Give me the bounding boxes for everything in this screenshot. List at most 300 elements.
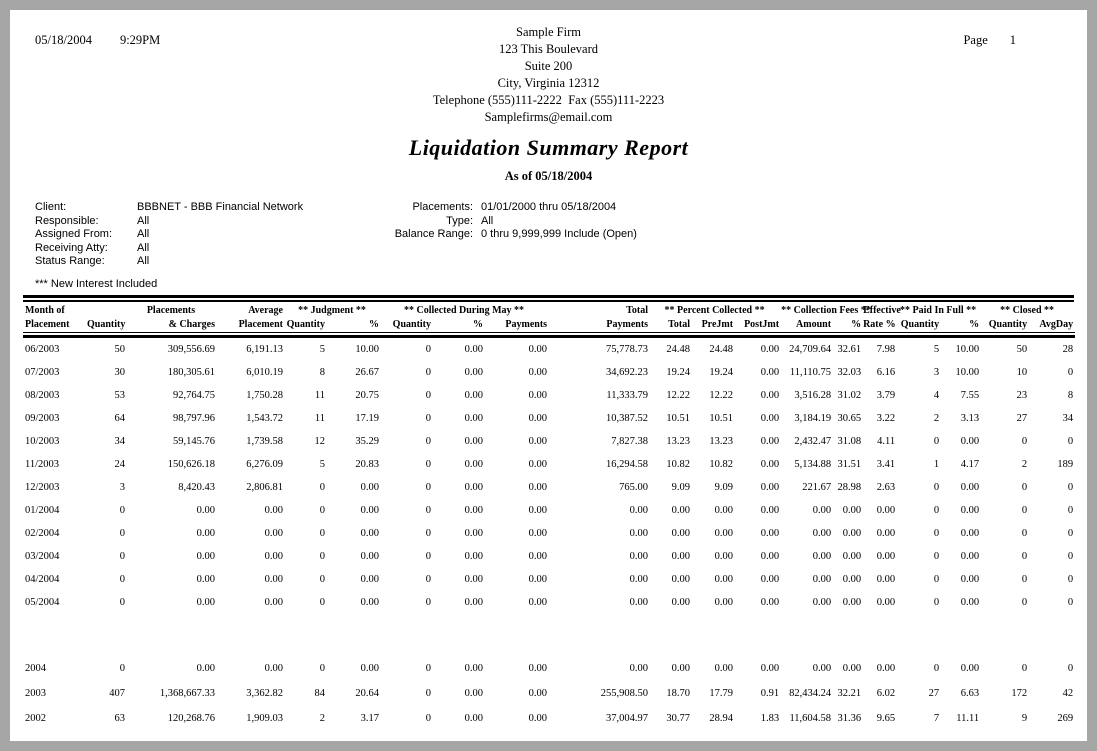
value-cell: 0.00 [960, 527, 980, 539]
month-row [23, 568, 1075, 591]
report-page [10, 10, 1087, 741]
value-cell: 0.00 [464, 389, 484, 401]
column-header: & Charges [168, 319, 215, 330]
value-cell: 0.00 [760, 412, 780, 424]
value-cell: 0.00 [196, 573, 215, 585]
value-cell: 0.00 [629, 550, 649, 562]
column-group-header: Effective [863, 305, 901, 316]
value-cell: 0.91 [760, 687, 780, 699]
value-cell: 63 [114, 712, 125, 724]
value-cell: 0 [119, 596, 125, 608]
column-header: % [969, 319, 980, 330]
firm-name: Sample Firm [516, 25, 581, 39]
criteria-row-balance-range [383, 228, 863, 242]
value-cell: 50 [114, 343, 125, 355]
value-cell: 0 [1021, 662, 1028, 674]
value-cell: 0.00 [842, 596, 862, 608]
value-cell: 16,294.58 [606, 458, 649, 470]
value-cell: 0 [1067, 481, 1074, 493]
column-header: Quantity [286, 319, 325, 330]
firm-fax: Fax (555)111-2223 [568, 93, 665, 107]
firm-phone-fax [263, 92, 834, 109]
value-cell: 407 [109, 687, 125, 699]
value-cell: 255,908.50 [600, 687, 649, 699]
value-cell: 9.65 [876, 712, 896, 724]
row-label-cell: 2004 [25, 662, 46, 674]
value-cell: 0.00 [528, 481, 548, 493]
value-cell: 0 [425, 687, 432, 699]
print-time: 9:29PM [119, 33, 161, 47]
value-cell: 0 [425, 389, 432, 401]
value-cell: 4 [933, 389, 940, 401]
criteria-value: All [137, 255, 150, 267]
column-header: PreJmt [701, 319, 734, 330]
value-cell: 3,184.19 [794, 412, 832, 424]
value-cell: 5 [319, 458, 325, 470]
row-label-cell: 06/2003 [25, 343, 60, 355]
value-cell: 309,556.69 [167, 343, 215, 355]
value-cell: 0.00 [264, 504, 283, 516]
value-cell: 20.83 [355, 458, 380, 470]
month-row [23, 476, 1075, 499]
value-cell: 30 [114, 366, 125, 378]
value-cell: 34 [114, 435, 125, 447]
firm-email: Samplefirms@email.com [484, 110, 613, 124]
value-cell: 9.09 [671, 481, 691, 493]
value-cell: 75,778.73 [606, 343, 649, 355]
value-cell: 24 [114, 458, 125, 470]
value-cell: 0.00 [196, 527, 215, 539]
value-cell: 0.00 [196, 662, 215, 674]
value-cell: 0.00 [528, 366, 548, 378]
month-row [23, 591, 1075, 614]
value-cell: 0.00 [960, 504, 980, 516]
value-cell: 0.00 [528, 573, 548, 585]
value-cell: 0 [425, 481, 432, 493]
value-cell: 24.48 [666, 343, 691, 355]
value-cell: 0 [425, 712, 432, 724]
value-cell: 12.22 [709, 389, 734, 401]
value-cell: 0 [1067, 527, 1074, 539]
value-cell: 31.08 [837, 435, 862, 447]
value-cell: 11,604.58 [789, 712, 832, 724]
row-label-cell: 12/2003 [25, 481, 60, 493]
value-cell: 84 [314, 687, 325, 699]
month-row [23, 430, 1075, 453]
value-cell: 0 [933, 435, 940, 447]
value-cell: 0 [425, 527, 432, 539]
month-row [23, 384, 1075, 407]
month-row [23, 453, 1075, 476]
column-group-header: Average [248, 305, 283, 316]
value-cell: 0.00 [842, 573, 862, 585]
value-cell: 0 [425, 366, 432, 378]
value-cell: 1 [933, 458, 940, 470]
value-cell: 0.00 [629, 573, 649, 585]
value-cell: 0.00 [360, 596, 380, 608]
value-cell: 32.21 [837, 687, 862, 699]
value-cell: 0 [1067, 662, 1074, 674]
value-cell: 0.00 [760, 481, 780, 493]
row-label-cell: 04/2004 [25, 573, 60, 585]
row-label-cell: 2003 [25, 687, 46, 699]
criteria-value: BBBNET - BBB Financial Network [137, 201, 304, 213]
value-cell: 0.00 [760, 527, 780, 539]
value-cell: 0 [425, 504, 432, 516]
value-cell: 32.03 [837, 366, 862, 378]
value-cell: 0 [425, 458, 432, 470]
value-cell: 0.00 [760, 343, 780, 355]
value-cell: 34 [1062, 412, 1074, 424]
value-cell: 10 [1016, 366, 1028, 378]
page-number-block [834, 24, 1074, 126]
value-cell: 0 [119, 573, 125, 585]
value-cell: 9.09 [714, 481, 734, 493]
value-cell: 23 [1016, 389, 1028, 401]
value-cell: 31.51 [837, 458, 862, 470]
value-cell: 11 [314, 412, 325, 424]
value-cell: 10.00 [955, 366, 980, 378]
value-cell: 172 [1011, 687, 1028, 699]
column-group-header [87, 304, 127, 318]
criteria-value: All [137, 214, 150, 227]
criteria-right [383, 201, 863, 269]
value-cell: 189 [1057, 458, 1074, 470]
row-label-cell: 09/2003 [25, 412, 60, 424]
value-cell: 0.00 [360, 573, 380, 585]
criteria-value: All [481, 214, 494, 227]
value-cell: 0 [1021, 573, 1028, 585]
value-cell: 0 [1021, 596, 1028, 608]
value-cell: 6.16 [876, 366, 896, 378]
value-cell: 0 [319, 573, 325, 585]
value-cell: 3,362.82 [246, 687, 283, 699]
criteria-section [23, 201, 1074, 269]
spacer-row [23, 614, 1075, 656]
page-number: 1 [1009, 33, 1016, 47]
value-cell: 0.00 [812, 662, 832, 674]
value-cell: 3.22 [876, 412, 896, 424]
criteria-label: Client: [35, 201, 67, 213]
column-header: Quantity [988, 319, 1028, 330]
value-cell: 221.67 [802, 481, 832, 493]
value-cell: 0 [319, 662, 325, 674]
value-cell: 0 [119, 662, 125, 674]
report-as-of-date: As of 05/18/2004 [504, 169, 593, 183]
value-cell: 0.00 [842, 504, 862, 516]
value-cell: 0.00 [671, 504, 691, 516]
criteria-label: Responsible: [35, 214, 99, 227]
value-cell: 1,543.72 [246, 412, 283, 424]
value-cell: 31.36 [837, 712, 862, 724]
value-cell: 4.11 [877, 435, 896, 447]
value-cell: 10.82 [666, 458, 691, 470]
value-cell: 0 [119, 527, 125, 539]
value-cell: 0.00 [528, 343, 548, 355]
value-cell: 0.00 [812, 573, 832, 585]
value-cell: 0.00 [842, 550, 862, 562]
value-cell: 0.00 [464, 687, 484, 699]
column-header: Payments [606, 319, 649, 330]
value-cell: 0 [933, 596, 940, 608]
value-cell: 0.00 [528, 687, 548, 699]
value-cell: 0.00 [876, 662, 896, 674]
value-cell: 0 [425, 662, 432, 674]
firm-address-line2: Suite 200 [524, 59, 573, 73]
value-cell: 269 [1057, 712, 1074, 724]
year-summary-row [23, 706, 1075, 731]
value-cell: 0 [1021, 527, 1028, 539]
value-cell: 0.00 [760, 662, 780, 674]
row-label-cell: 03/2004 [25, 550, 60, 562]
page-label: Page [963, 33, 988, 47]
value-cell: 0 [1021, 504, 1028, 516]
year-summary-row [23, 656, 1075, 681]
criteria-label: Type: [446, 214, 473, 227]
value-cell: 1,739.58 [246, 435, 283, 447]
value-cell: 3,516.28 [794, 389, 832, 401]
value-cell: 37,004.97 [606, 712, 649, 724]
value-cell: 0 [933, 662, 940, 674]
value-cell: 0.00 [464, 412, 484, 424]
row-label-cell: 02/2004 [25, 527, 60, 539]
value-cell: 0.00 [464, 343, 484, 355]
value-cell: 0.00 [876, 504, 896, 516]
value-cell: 5 [319, 343, 325, 355]
column-header: Placement [25, 319, 70, 330]
value-cell: 0.00 [760, 435, 780, 447]
value-cell: 0.00 [960, 550, 980, 562]
column-header: % [473, 319, 484, 330]
value-cell: 765.00 [619, 481, 649, 493]
value-cell: 0.00 [760, 573, 780, 585]
value-cell: 0.00 [196, 596, 215, 608]
firm-telephone: Telephone (555)111-2222 [432, 93, 562, 107]
value-cell: 27 [928, 687, 940, 699]
value-cell: 19.24 [709, 366, 734, 378]
value-cell: 0.00 [714, 662, 734, 674]
value-cell: 0 [1067, 596, 1074, 608]
value-cell: 0.00 [360, 550, 380, 562]
column-header: Rate % [863, 319, 896, 330]
value-cell: 3.17 [360, 712, 380, 724]
value-cell: 0.00 [812, 504, 832, 516]
column-group-header: ** Percent Collected ** [664, 305, 765, 316]
value-cell: 0.00 [760, 366, 780, 378]
value-cell: 0.00 [464, 435, 484, 447]
row-label-cell: 01/2004 [25, 504, 60, 516]
value-cell: 0 [425, 343, 432, 355]
value-cell: 0.00 [671, 550, 691, 562]
value-cell: 92,764.75 [173, 389, 215, 401]
value-cell: 10.00 [355, 343, 380, 355]
value-cell: 150,626.18 [167, 458, 215, 470]
column-header: Amount [796, 319, 832, 330]
value-cell: 0 [1021, 481, 1028, 493]
value-cell: 0.00 [876, 550, 896, 562]
report-title: Liquidation Summary Report [408, 135, 689, 160]
criteria-value: All [137, 228, 150, 240]
value-cell: 0.00 [528, 550, 548, 562]
value-cell: 6.02 [876, 687, 896, 699]
value-cell: 0.00 [960, 573, 980, 585]
value-cell: 6.63 [960, 687, 980, 699]
value-cell: 0 [933, 550, 940, 562]
value-cell: 12 [314, 435, 325, 447]
value-cell: 0.00 [629, 662, 649, 674]
criteria-label: Status Range: [35, 255, 105, 267]
value-cell: 34,692.23 [606, 366, 649, 378]
value-cell: 0.00 [528, 527, 548, 539]
value-cell: 0.00 [714, 550, 734, 562]
value-cell: 28.98 [837, 481, 862, 493]
criteria-row-receiving-atty [35, 242, 383, 256]
value-cell: 53 [114, 389, 125, 401]
value-cell: 0.00 [960, 596, 980, 608]
value-cell: 0.00 [842, 527, 862, 539]
value-cell: 24,709.64 [789, 343, 832, 355]
value-cell: 0.00 [464, 366, 484, 378]
value-cell: 2.63 [876, 481, 896, 493]
value-cell: 0.00 [264, 573, 283, 585]
value-cell: 0.00 [960, 481, 980, 493]
value-cell: 2 [319, 712, 325, 724]
value-cell: 26.67 [355, 366, 380, 378]
value-cell: 0 [319, 504, 325, 516]
value-cell: 10,387.52 [606, 412, 649, 424]
value-cell: 0 [1067, 435, 1074, 447]
value-cell: 31.02 [837, 389, 862, 401]
value-cell: 0.00 [464, 550, 484, 562]
criteria-row-placements [383, 201, 863, 215]
value-cell: 0 [425, 412, 432, 424]
row-label-cell: 2002 [25, 712, 46, 724]
row-label-cell: 07/2003 [25, 366, 60, 378]
table-header-group-row [23, 304, 1075, 318]
firm-block [263, 24, 834, 126]
value-cell: 0.00 [528, 662, 548, 674]
criteria-left [23, 201, 383, 269]
value-cell: 120,268.76 [167, 712, 215, 724]
value-cell: 0.00 [760, 458, 780, 470]
value-cell: 42 [1062, 687, 1074, 699]
value-cell: 10.51 [666, 412, 691, 424]
month-row [23, 545, 1075, 568]
column-header: Quantity [87, 319, 126, 330]
value-cell: 1,368,667.33 [159, 687, 215, 699]
value-cell: 0.00 [464, 573, 484, 585]
column-header: AvgDay [1039, 319, 1074, 330]
value-cell: 0 [119, 550, 125, 562]
value-cell: 0.00 [714, 527, 734, 539]
value-cell: 0.00 [960, 662, 980, 674]
value-cell: 20.75 [355, 389, 380, 401]
value-cell: 7 [933, 712, 940, 724]
value-cell: 0.00 [760, 389, 780, 401]
value-cell: 0 [319, 527, 325, 539]
month-row [23, 338, 1075, 361]
value-cell: 0 [1067, 550, 1074, 562]
criteria-value: 01/01/2000 thru 05/18/2004 [481, 201, 617, 213]
value-cell: 0.00 [528, 458, 548, 470]
value-cell: 0.00 [671, 573, 691, 585]
criteria-value: 0 thru 9,999,999 Include (Open) [481, 228, 637, 240]
criteria-row-assigned-from [35, 228, 383, 242]
value-cell: 3.13 [960, 412, 980, 424]
value-cell: 0.00 [360, 504, 380, 516]
value-cell: 0 [119, 504, 125, 516]
value-cell: 30.77 [666, 712, 691, 724]
criteria-label: Placements: [412, 201, 473, 213]
value-cell: 8 [319, 366, 325, 378]
page-header [23, 24, 1074, 126]
value-cell: 0.00 [464, 527, 484, 539]
value-cell: 0.00 [264, 662, 283, 674]
value-cell: 1,750.28 [246, 389, 283, 401]
table-header-row [23, 318, 1075, 332]
value-cell: 10.51 [709, 412, 734, 424]
value-cell: 0 [1067, 573, 1074, 585]
value-cell: 0 [425, 550, 432, 562]
value-cell: 0.00 [528, 504, 548, 516]
value-cell: 1.83 [760, 712, 780, 724]
value-cell: 0.00 [528, 412, 548, 424]
column-header: Quantity [900, 319, 940, 330]
value-cell: 0.00 [714, 573, 734, 585]
value-cell: 59,145.76 [173, 435, 215, 447]
value-cell: 0 [319, 550, 325, 562]
value-cell: 18.70 [666, 687, 691, 699]
value-cell: 0 [933, 504, 940, 516]
column-header: Total [668, 319, 691, 330]
value-cell: 11 [314, 389, 325, 401]
value-cell: 0.00 [264, 596, 283, 608]
value-cell: 0.00 [876, 527, 896, 539]
column-header: Payments [505, 319, 548, 330]
value-cell: 98,797.96 [173, 412, 215, 424]
value-cell: 0 [425, 573, 432, 585]
value-cell: 1,909.03 [246, 712, 283, 724]
value-cell: 7.55 [960, 389, 980, 401]
value-cell: 0.00 [360, 662, 380, 674]
value-cell: 10.00 [955, 343, 980, 355]
value-cell: 0.00 [812, 596, 832, 608]
criteria-row-responsible [35, 215, 383, 229]
value-cell: 0.00 [464, 458, 484, 470]
value-cell: 0.00 [671, 596, 691, 608]
column-header: % [369, 319, 380, 330]
value-cell: 8,420.43 [178, 481, 215, 493]
criteria-label: Assigned From: [35, 228, 113, 240]
value-cell: 0.00 [960, 435, 980, 447]
value-cell: 0.00 [714, 504, 734, 516]
value-cell: 3 [119, 481, 125, 493]
value-cell: 0.00 [629, 527, 649, 539]
year-summary-row [23, 681, 1075, 706]
value-cell: 0.00 [464, 662, 484, 674]
value-cell: 6,276.09 [246, 458, 283, 470]
value-cell: 0 [933, 527, 940, 539]
column-group-header: Total [626, 305, 649, 316]
value-cell: 0.00 [760, 550, 780, 562]
value-cell: 28.94 [709, 712, 734, 724]
value-cell: 0.00 [671, 662, 691, 674]
value-cell: 9 [1021, 712, 1028, 724]
firm-address-line1: 123 This Boulevard [498, 42, 599, 56]
month-row [23, 407, 1075, 430]
value-cell: 8 [1067, 389, 1074, 401]
column-group-header: ** Paid In Full ** [900, 305, 977, 316]
